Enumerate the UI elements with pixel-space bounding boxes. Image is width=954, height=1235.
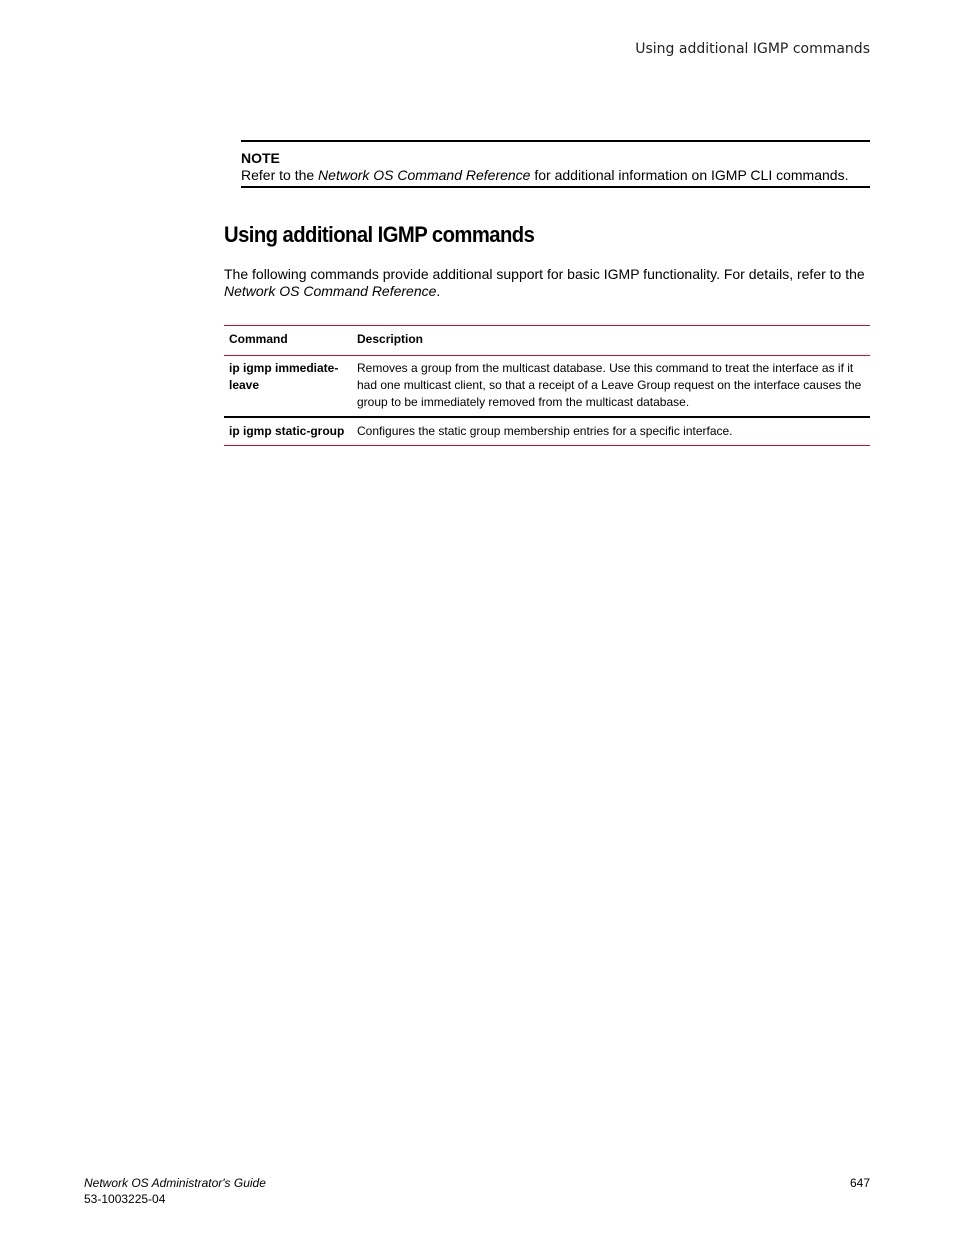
note-text-before: Refer to the: [241, 167, 319, 183]
table-row: [224, 417, 870, 446]
command-cell: ip igmp immediate-leave: [224, 356, 352, 418]
footer-page-number: 647: [849, 1176, 870, 1190]
description-cell: Removes a group from the multicast database. Use this command to treat the interface as if it had one multicast client, so that a receipt of a Leave Group request on the interface causes the group to be immediately removed from the multicast database.: [352, 356, 870, 418]
table-header-row: [224, 326, 870, 356]
intro-text-before: The following commands provide additional support for basic IGMP functionality. For details, refer to the: [224, 266, 865, 282]
section-title: Using additional IGMP commands: [224, 222, 535, 247]
note-reference: Network OS Command Reference: [318, 167, 531, 183]
command-table: [224, 325, 870, 446]
header-command: Command: [224, 326, 352, 356]
command-cell: ip igmp static-group: [224, 417, 352, 446]
description-cell: Configures the static group membership entries for a specific interface.: [352, 417, 870, 446]
table-row: [224, 356, 870, 418]
section-intro: [224, 266, 874, 300]
intro-text-after: .: [436, 283, 441, 299]
note-title: NOTE: [241, 150, 280, 166]
note-text-after: for additional information on IGMP CLI commands.: [530, 167, 849, 183]
footer-guide-title: Network OS Administrator's Guide: [84, 1176, 266, 1190]
note-text: [241, 167, 848, 183]
header-description: Description: [352, 326, 870, 356]
intro-reference: Network OS Command Reference: [224, 283, 437, 299]
running-header: Using additional IGMP commands: [635, 41, 870, 57]
footer-doc-number: 53-1003225-04: [84, 1192, 166, 1206]
footer-left: [84, 1175, 266, 1207]
note-box: [241, 140, 870, 188]
